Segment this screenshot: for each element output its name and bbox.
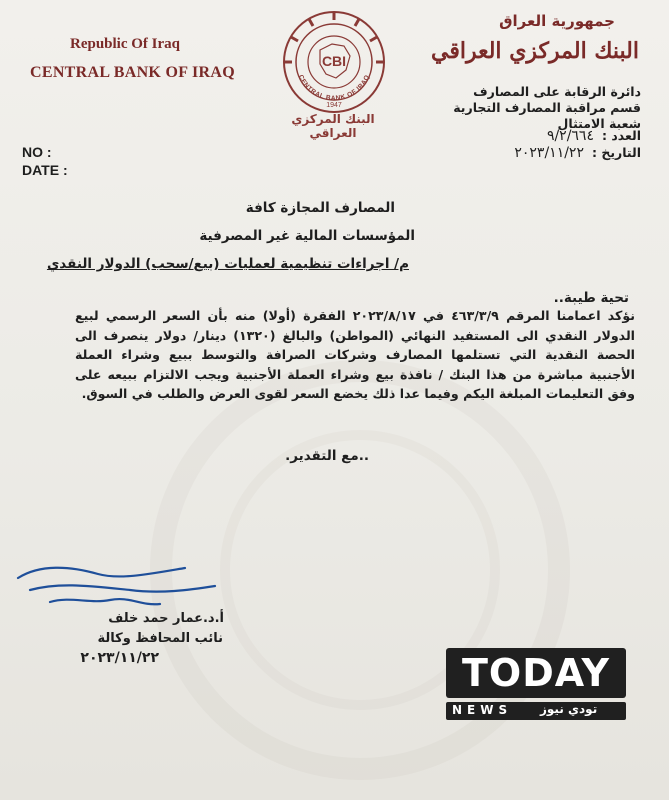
- recipient-secondary: المؤسسات المالية غير المصرفية: [199, 228, 415, 244]
- header-ar-republic: جمهورية العراق: [499, 12, 615, 30]
- header-en-bank: CENTRAL BANK OF IRAQ: [30, 64, 235, 81]
- header-en-republic: Republic Of Iraq: [70, 36, 181, 52]
- letter-greeting: تحية طيبة..: [553, 290, 629, 306]
- signatory-name: أ.د.عمار حمد خلف: [108, 611, 224, 626]
- reference-number: [547, 128, 641, 144]
- logo-caption: البنك المركزي العراقي: [291, 112, 375, 140]
- today-news-arabic: تودي نيوز: [540, 702, 598, 716]
- department-line: دائرة الرقابة على المصارف: [473, 84, 641, 99]
- reference-date-label: التاريخ :: [591, 145, 641, 160]
- reference-date-value: ٢٠٢٣/١١/٢٢: [514, 145, 584, 161]
- date-label: DATE :: [22, 162, 68, 178]
- signatory-title: نائب المحافظ وكالة: [97, 631, 223, 646]
- reference-number-label: العدد :: [601, 128, 641, 143]
- recipient-primary: المصارف المجازة كافة: [245, 200, 395, 216]
- today-news-label: NEWS: [452, 703, 513, 717]
- reference-number-value: ٩/٢/٦٦٤: [546, 128, 594, 144]
- reference-date: [514, 145, 641, 161]
- letter-body: نؤكد اعمامنا المرقم ٤٦٣/٣/٩ في ٢٠٢٣/٨/١٧ الفقرة (أولا) منه بأن السعر الرسمي لبيع الدولار النقدي الى المستفيد النهائي (المواطن) والبالغ (١٣٢٠) دينار/ دولار ينصرف الى الحصة النقدية التي تستلمها المصارف وشركات الصرافة والتوسط ببيع وشراء العملة الأجنبية مباشرة من هذا البنك / نافذة بيع وشراء العملة الأجنبية ويجب الالتزام ببيعه على وفق التعليمات المبلغة اليكم وفيما عدا ذلك يخضع السعر لقوى العرض والطلب في السوق.: [75, 308, 635, 401]
- logo-ring-text: CENTRAL BANK OF IRAQ: [296, 73, 372, 103]
- signatory-date: ٢٠٢٣/١١/٢٢: [80, 650, 159, 666]
- today-news-word: TODAY: [461, 651, 611, 695]
- letter-closing: ..مع التقدير.: [285, 448, 369, 464]
- logo-year: 1947: [326, 102, 342, 109]
- no-label: NO :: [22, 144, 52, 160]
- cbi-logo: [282, 10, 386, 114]
- header-ar-bank: البنك المركزي العراقي: [431, 38, 639, 64]
- department-line: شعبة الامتثال: [557, 116, 641, 131]
- logo-center-text: CBI: [321, 53, 347, 69]
- letter-subject: م/ اجراءات تنظيمية لعمليات (بيع/سحب) الدولار النقدي: [46, 256, 409, 272]
- department-line: قسم مراقبة المصارف التجارية: [453, 100, 641, 115]
